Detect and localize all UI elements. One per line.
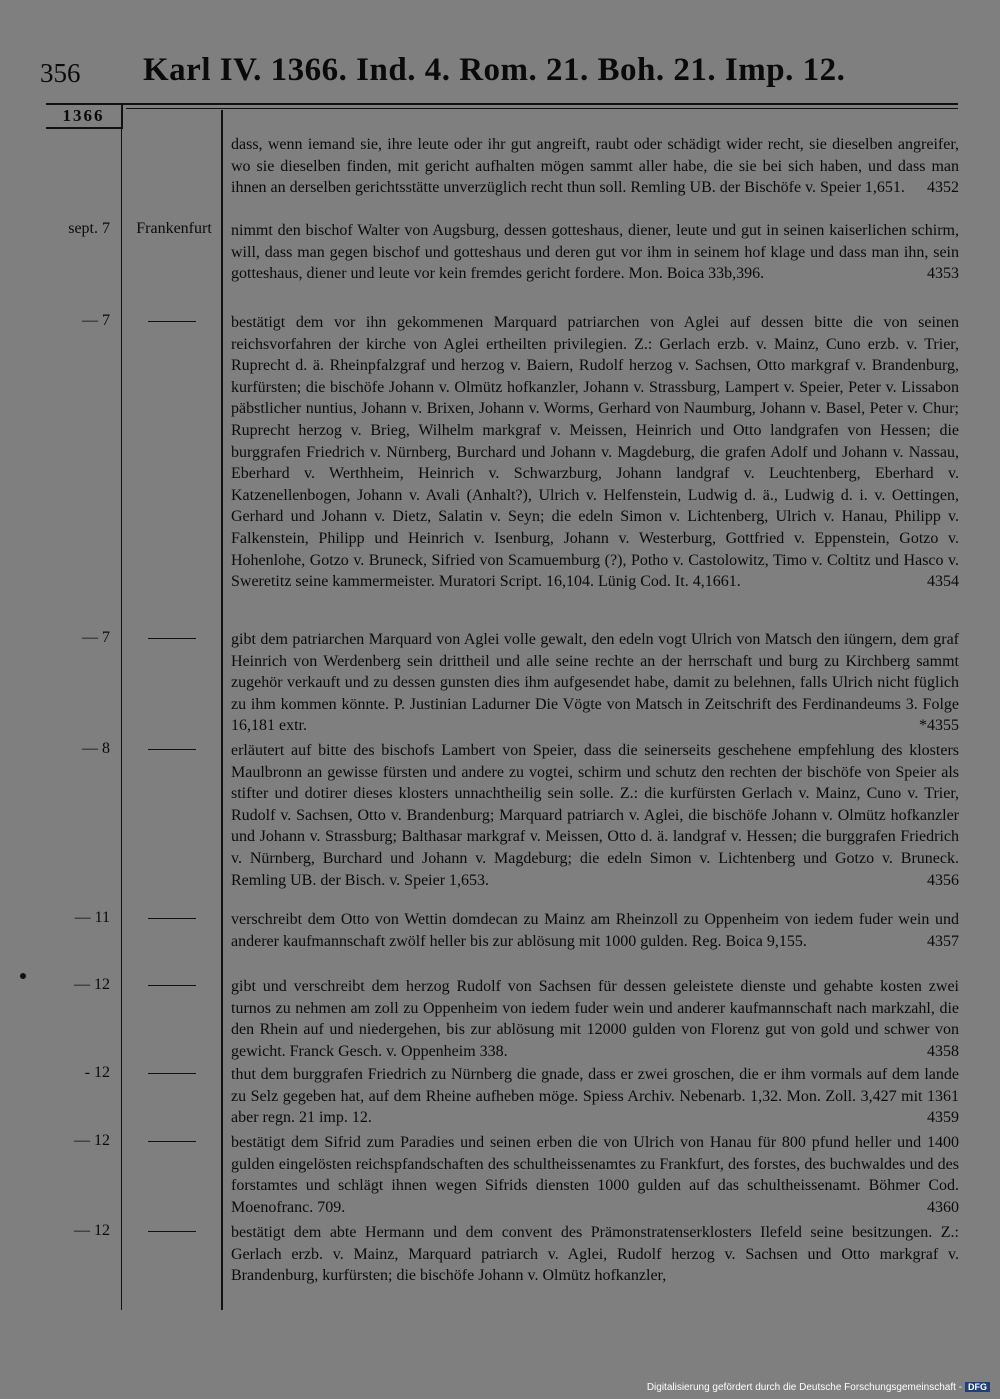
entry-date: — 7 [82, 312, 110, 329]
regest-number: 4356 [927, 871, 959, 889]
place-ditto-dash [148, 1073, 196, 1074]
place-ditto-dash [148, 321, 196, 322]
place-ditto-dash [148, 638, 196, 639]
regest-entry [231, 1132, 959, 1218]
column-divider-date [121, 105, 122, 1310]
entry-text: bestätigt dem abte Hermann und dem convent des Prämonstratenserklosters Ilefeld seine besitzungen. Z.: Gerlach erzb. v. Mainz, Marquard patriarch v. Aglei, Rudolf herzog v. Sachsen und Otto markgraf v. Brandenburg, kurfürsten; die bischöfe Johann v. Olmütz hofkanzler, [231, 1224, 959, 1285]
regest-number: 4358 [927, 1042, 959, 1060]
entry-text: nimmt den bischof Walter von Augsburg, dessen gotteshaus, diener, leute und gut in seinen kaiserlichen schirm, will, dass man gegen bischof und gotteshaus und deren gut vor ihm in seinem hof klage und dass man ihn, sein gotteshaus, diener und leute vor kein fremdes gericht fordere. Mon. Boica 33b,396. [231, 222, 959, 283]
place-ditto-dash [148, 1141, 196, 1142]
regest-number: 4360 [927, 1198, 959, 1216]
entry-text: bestätigt dem Sifrid zum Paradies und seinen erben die von Ulrich von Hanau für 800 pfund heller und 1400 gulden eingelösten reichspfandschaften des schultheissenamtes zu Frankfurt, des forstes, des buchwaldes und des forstamtes und schlägt ihnen wegen Sifrids diensten 1000 gulden auf das schultheissenamt. Böhmer Cod. Moenofranc. 709. [231, 1134, 959, 1216]
entry-date: — 12 [74, 976, 110, 993]
regest-entry [231, 134, 959, 199]
entry-place: Frankenfurt [136, 220, 212, 237]
entry-text: gibt und verschreibt dem herzog Rudolf von Sachsen für dessen geleistete dienste und gehabte kosten zwei turnos zu nehmen am zoll zu Oppenheim von iedem fuder wein und anderer kaufmannschaft nach markzahl, die den Rhein auf und niedergehen, bis zur ablösung mit 12000 gulden von Florenz gut von gold und schwer von gewicht. Franck Gesch. v. Oppenheim 338. [231, 978, 959, 1060]
regest-number: *4355 [919, 717, 959, 735]
entry-date: — 8 [82, 740, 110, 757]
regest-number: 4357 [927, 932, 959, 950]
running-title: Karl IV. 1366. Ind. 4. Rom. 21. Boh. 21. Imp. 12. [143, 52, 846, 88]
entry-text: erläutert auf bitte des bischofs Lambert von Speier, dass die seinerseits geschehene empfehlung des klosters Maulbronn an gewisse fürsten und andere zu vogtei, schirm und schutz den rechten der bischöfe von Speier als stifter und dotirer dieses klosters unnachtheilig sein solle. Z.: die kurfürsten Gerlach v. Mainz, Cuno v. Trier, Rudolf v. Sachsen, Otto v. Brandenburg; Marquard patriarch v. Aglei, die bischöfe Johann v. Olmütz hofkanzler und Johann v. Strassburg; Balthasar markgraf v. Meissen, Otto d. ä. landgraf v. Hessen; die burggrafen Friedrich v. Nürnberg, Burchard und Johann v. Magdeburg; die edeln Simon v. Lichtenberg und Gotzo v. Bruneck. Remling UB. der Bisch. v. Speier 1,653. [231, 742, 959, 889]
entry-date: sept. 7 [68, 220, 110, 237]
regest-entry [231, 1064, 959, 1129]
footer [647, 1382, 990, 1393]
running-header [40, 52, 960, 92]
entry-text: gibt dem patriarchen Marquard von Aglei volle gewalt, den edeln vogt Ulrich von Matsch den iüngern, dem graf Heinrich von Werdenberg sein drittheil und alle seine rechte an der herrschaft und burg zu Kirchberg sammt zugehör verkauft und zu dessen gunsten dies ihm aufgesendet habe, damit zu belehnen, falls Ulrich nicht füglich zu ihm kommen könnte. P. Justinian Ladurner Die Vögte von Matsch in Zeitschrift des Ferdinandeums 3. Folge 16,181 extr. [231, 631, 959, 735]
entry-date: - 12 [84, 1064, 110, 1081]
regest-entry [231, 312, 959, 593]
regest-number: 4359 [927, 1109, 959, 1127]
entry-text: thut dem burggrafen Friedrich zu Nürnberg die gnade, dass er zwei groschen, die er ihm vormals auf dem lande zu Selz gegeben hat, auf dem Rheine aufheben möge. Spiess Archiv. Nebenarb. 1,32. Mon. Zoll. 3,427 mit 1361 aber regn. 21 imp. 12. [231, 1066, 959, 1127]
entry-date: — 12 [74, 1222, 110, 1239]
regest-number: 4354 [927, 573, 959, 591]
place-ditto-dash [148, 1231, 196, 1232]
regest-number: 4353 [927, 265, 959, 283]
regest-entry [231, 629, 959, 737]
page-number: 356 [40, 58, 81, 88]
regest-entry [231, 220, 959, 285]
header-rule-thin [126, 108, 958, 109]
margin-mark [20, 973, 26, 979]
entry-text: bestätigt dem vor ihn gekommenen Marquard patriarchen von Aglei auf dessen bitte die von seinen reichsvorfahren der kirche von Aglei ertheilten privilegien. Z.: Gerlach erzb. v. Mainz, Cuno erzb. v. Trier, Ruprecht d. ä. Rheinpfalzgraf und herzog v. Baiern, Rudolf herzog v. Sachsen, Otto markgraf v. Brandenburg, kurfürsten; die bischöfe Johann v. Olmütz hofkanzler, Johann v. Strassburg, Lampert v. Speier, Peter v. Lissabon päbstlicher nuntius, Johann v. Brixen, Johann v. Worms, Gerhard von Naumburg, Johann v. Basel, Peter v. Chur; Ruprecht herzog v. Brieg, Wilhelm markgraf v. Meissen, Heinrich und Otto landgrafen von Hessen; die burggrafen Friedrich v. Nürnberg, Burchard und Johann v. Magdeburg, die grafen Adolf und Johann v. Nassau, Eberhard v. Werthheim, Heinrich v. Schwarzburg, Johann landgraf v. Leuchtenberg, Eberhard v. Katzenellenbogen, Johann v. Avali (Anhalt?), Ulrich v. Helfenstein, Ludwig d. ä., Ludwig d. i. v. Oettingen, Gerhard und Johann v. Dietz, Salatin v. Seyn; die edeln Simon v. Lichtenberg, Ulrich v. Hanau, Philipp v. Falkenstein, Philipp und Heinrich v. Isenburg, Johann v. Westerburg, Gottfried v. Eppenstein, Gotzo v. Hohenlohe, Gotzo v. Bruneck, Sifried von Scamuemburg (?), Potho v. Castolowitz, Timo v. Coltitz und Hasco v. Sweretitz seine kammermeister. Muratori Script. 16,104. Lünig Cod. It. 4,1661. [231, 314, 959, 591]
entry-date: — 7 [82, 629, 110, 646]
regest-entry [231, 740, 959, 891]
regest-entry [231, 1222, 959, 1287]
entry-text: dass, wenn iemand sie, ihre leute oder ihr gut angreift, raubt oder schädigt wider recht, sie dieselben angreifer, wo sie dieselben finden, mit gericht aufhalten mögen sammt aller habe, die sie bei sich haben, und dass man ihnen an derselben gerichtsstätte unverzüglich recht thun soll. Remling UB. der Bischöfe v. Speier 1,651. [231, 136, 959, 197]
year-box: 1366 [46, 105, 123, 129]
place-ditto-dash [148, 918, 196, 919]
place-ditto-dash [148, 985, 196, 986]
entry-text: verschreibt dem Otto von Wettin domdecan zu Mainz am Rheinzoll zu Oppenheim von iedem fuder wein und anderer kaufmannschaft zwölf heller bis zur ablösung mit 1000 gulden. Reg. Boica 9,155. [231, 911, 959, 950]
regest-number: 4352 [927, 179, 959, 197]
footer-text: Digitalisierung gefördert durch die Deutsche Forschungsgemeinschaft - [646, 1382, 962, 1393]
entry-date: — 12 [74, 1132, 110, 1149]
regest-entry [231, 909, 959, 952]
regest-entry [231, 976, 959, 1062]
place-ditto-dash [148, 749, 196, 750]
column-divider-place [221, 110, 223, 1310]
header-rule [46, 103, 958, 105]
dfg-logo-icon: DFG [965, 1382, 990, 1392]
entry-date: — 11 [74, 909, 110, 926]
